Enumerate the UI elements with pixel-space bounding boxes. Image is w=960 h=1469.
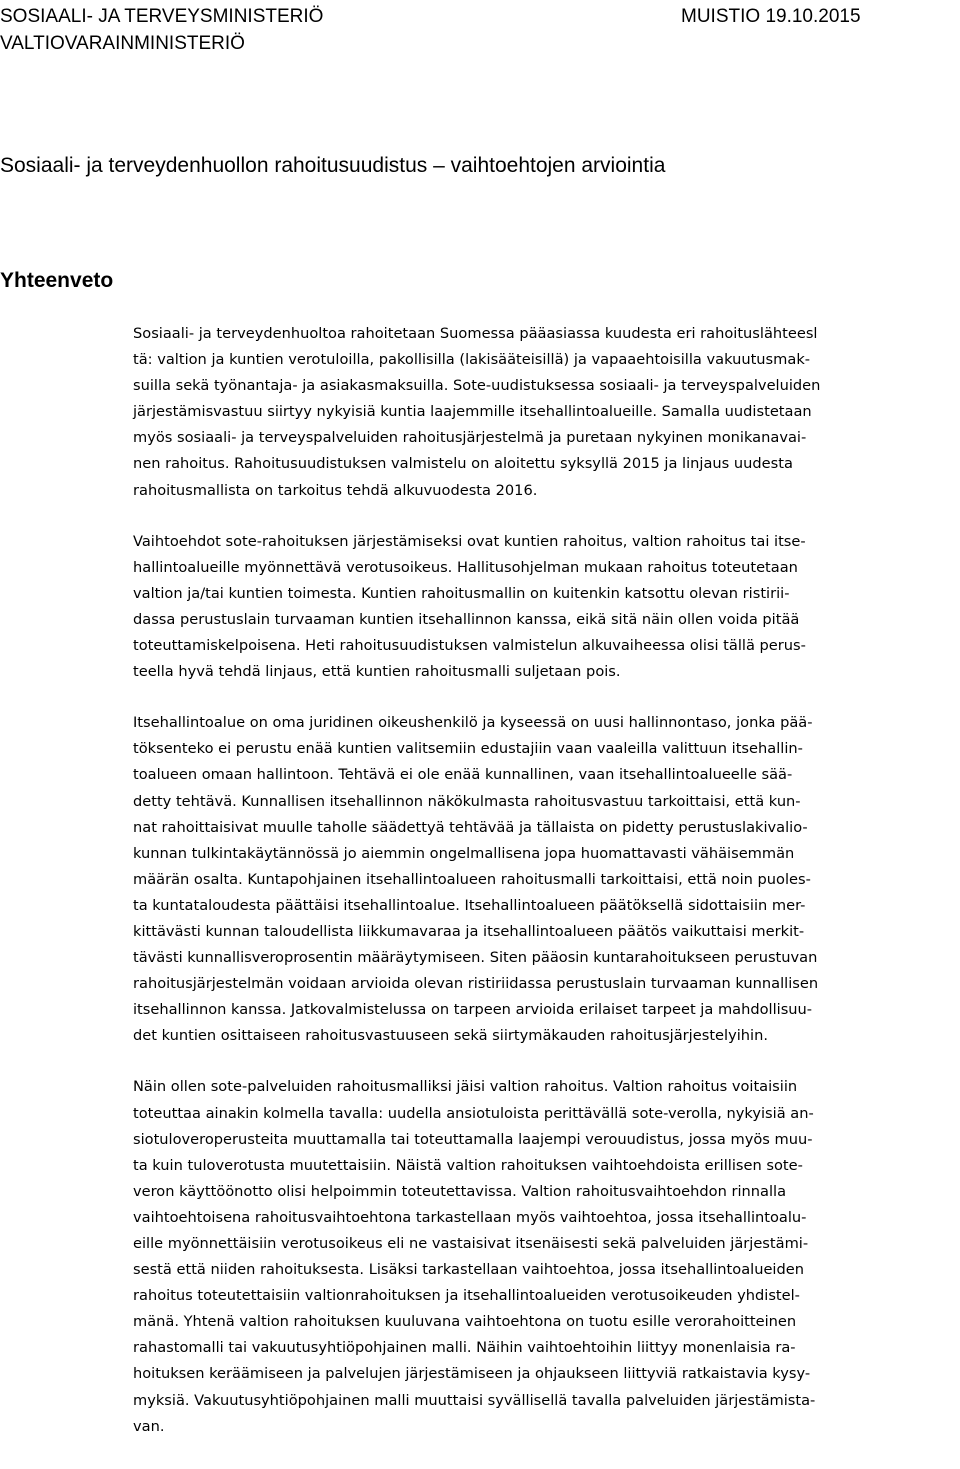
paragraph-line: nen rahoitus. Rahoitusuudistuksen valmistelu on aloitettu syksyllä 2015 ja linjaus uudesta (133, 455, 793, 473)
paragraph-line: myös sosiaali- ja terveyspalveluiden rahoitusjärjestelmä ja puretaan nykyinen monikanavai- (133, 429, 807, 447)
paragraph-line: järjestämisvastuu siirtyy nykyisiä kuntia laajemmille itsehallintoalueille. Samalla uudistetaan (133, 403, 812, 421)
paragraph-line: rahoitusmallista on tarkoitus tehdä alkuvuodesta 2016. (133, 481, 538, 499)
paragraph-line: dassa perustuslain turvaaman kuntien itsehallinnon kanssa, eikä sitä näin ollen voida pitää (133, 610, 800, 628)
paragraph-line: Näin ollen sote-palveluiden rahoitusmalliksi jäisi valtion rahoitus. Valtion rahoitus voitaisiin (133, 1078, 798, 1096)
document-title: Sosiaali- ja terveydenhuollon rahoitusuudistus – vaihtoehtojen arviointia (0, 154, 666, 177)
paragraph-line: veron käyttöönotto olisi helpoimmin toteutettavissa. Valtion rahoitusvaihtoehdon rinnalla (133, 1182, 787, 1200)
paragraph-line: suilla sekä työnantaja- ja asiakasmaksuilla. Sote-uudistuksessa sosiaali- ja terveyspalveluiden (133, 377, 821, 395)
paragraph-line: siotuloveroperusteita muuttamalla tai toteuttamalla laajempi verouudistus, jossa myös muu- (133, 1130, 813, 1148)
paragraph-line: kittävästi kunnan taloudellista liikkumavaraa ja itsehallintoalueen päätös vaikuttaisi merkit- (133, 922, 805, 940)
paragraph-line: teella hyvä tehdä linjaus, että kuntien rahoitusmalli suljetaan pois. (133, 663, 621, 681)
paragraph-line: rahoitusjärjestelmän voidaan arvioida olevan ristiriidassa perustuslain turvaaman kunnallisen (133, 975, 819, 993)
ministry-names (0, 3, 323, 57)
paragraph-line: eille myönnettäisiin verotusoikeus eli ne vastaisivat itsenäisesti sekä palveluiden järjestämi- (133, 1235, 809, 1252)
paragraph-line: myksiä. Vakuutusyhtiöpohjainen malli muuttaisi syvällisellä tavalla palveluiden järjestämista- (133, 1391, 816, 1409)
paragraph-line: kunnan tulkintakäytännössä jo aiemmin ongelmallisena jopa huomattavasti vähäisemmän (133, 844, 795, 862)
paragraph (133, 321, 960, 504)
paragraph-line: rahoitus toteutettaisiin valtionrahoituksen ja itsehallintoalueiden verotusoikeuden yhdistel- (133, 1287, 800, 1305)
paragraph (133, 529, 960, 686)
paragraph-line: tävästi kunnallisveroprosentin määräytymiseen. Siten pääosin kuntarahoitukseen perustuvan (133, 949, 818, 967)
paragraph-line: itsehallinnon kanssa. Jatkovalmistelussa on tarpeen arvioida erilaiset tarpeet ja mahdollisuu- (133, 1001, 813, 1019)
paragraph-line: toteuttaa ainakin kolmella tavalla: uudella ansiotuloista perittävällä sote-verolla, nykyisiä an- (133, 1104, 814, 1122)
paragraph-line: mänä. Yhtenä valtion rahoituksen kuuluvana vaihtoehtona on tuotu esille verorahoitteinen (133, 1313, 797, 1331)
paragraph-line: toteuttamiskelpoisena. Heti rahoitusuudistuksen valmistelun alkuvaiheessa olisi tällä perus- (133, 637, 806, 655)
summary-body (133, 321, 960, 1465)
paragraph-line: det kuntien osittaiseen rahoitusvastuuseen sekä siirtymäkauden rahoitusjärjestelyihin. (133, 1027, 768, 1045)
paragraph (133, 710, 960, 1049)
paragraph-line: tä: valtion ja kuntien verotuloilla, pakollisilla (lakisääteisillä) ja vapaaehtoisilla vakuutusmak- (133, 351, 811, 369)
paragraph-line: valtion ja/tai kuntien toimesta. Kuntien rahoitusmallin on kuitenkin katsottu olevan ristirii- (133, 584, 790, 602)
paragraph-line: määrän osalta. Kuntapohjainen itsehallintoalueen rahoitusmalli tarkoittaisi, että noin puoles- (133, 870, 811, 888)
ministry-name-1: SOSIAALI- JA TERVEYSMINISTERIÖ (0, 6, 324, 27)
paragraph-line: rahastomalli tai vakuutusyhtiöpohjainen malli. Näihin vaihtoehtoihin liittyy monenlaisia ra- (133, 1339, 796, 1357)
paragraph-line: sestä että niiden rahoituksesta. Lisäksi tarkastellaan vaihtoehtoa, jossa itsehallintoalueiden (133, 1261, 804, 1279)
ministry-name-2: VALTIOVARAINMINISTERIÖ (0, 33, 245, 54)
paragraph-line: Itsehallintoalue on oma juridinen oikeushenkilö ja kyseessä on uusi hallinnontaso, jonka pää- (133, 714, 813, 732)
paragraph-line: hallintoalueille myönnettävä verotusoikeus. Hallitusohjelman mukaan rahoitus toteutetaan (133, 558, 798, 576)
paragraph-line: vaihtoehtoisena rahoitusvaihtoehtona tarkastellaan myös vaihtoehtoa, jossa itsehallintoalu- (133, 1208, 807, 1226)
paragraph-line: hoituksen keräämiseen ja palvelujen järjestämiseen ja ohjaukseen liittyviä ratkaistavia kysy- (133, 1365, 811, 1383)
paragraph-line: ta kuntataloudesta päättäisi itsehallintoalue. Itsehallintoalueen päätöksellä sidottaisiin mer- (133, 896, 806, 914)
memo-date: MUISTIO 19.10.2015 (681, 6, 861, 27)
paragraph-line: töksenteko ei perustu enää kuntien valitsemiin edustajiin vaan vaaleilla valittuun itsehallin- (133, 740, 803, 758)
section-heading-summary: Yhteenveto (0, 269, 114, 292)
paragraph-line: Vaihtoehdot sote-rahoituksen järjestämiseksi ovat kuntien rahoitus, valtion rahoitus tai itse- (133, 532, 806, 550)
paragraph-line: van. (133, 1417, 165, 1435)
paragraph-line: detty tehtävä. Kunnallisen itsehallinnon näkökulmasta rahoitusvastuu tarkoittaisi, että kun- (133, 792, 801, 810)
paragraph-line: toalueen omaan hallintoon. Tehtävä ei ole enää kunnallinen, vaan itsehallintoalueelle sää- (133, 766, 793, 784)
paragraph (133, 1074, 960, 1439)
paragraph-line: ta kuin tuloverotusta muutettaisiin. Näistä valtion rahoituksen vaihtoehdoista erillisen sote- (133, 1156, 803, 1174)
paragraph-line: Sosiaali- ja terveydenhuoltoa rahoitetaan Suomessa pääasiassa kuudesta eri rahoituslähteesl (133, 325, 818, 342)
paragraph-line: nat rahoittaisivat muulle taholle säädettyä tehtävää ja tällaista on pidetty perustuslakivalio- (133, 818, 808, 836)
